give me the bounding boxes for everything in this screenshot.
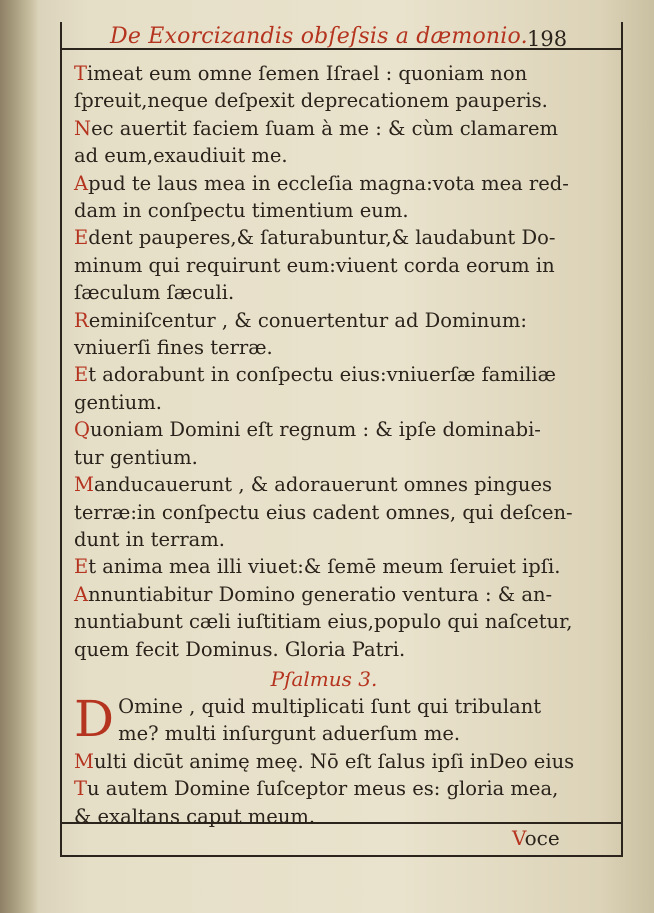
verse [74, 361, 574, 416]
verse-line: anducauerunt , & adorauerunt omnes pingues [93, 473, 553, 497]
folio-number: 198 [527, 27, 568, 51]
verse-line: ad eum,exaudiuit me. [74, 144, 288, 168]
verse-initial: D [74, 689, 115, 748]
verse [74, 581, 574, 663]
verse [74, 224, 574, 306]
verse-initial: T [74, 777, 88, 801]
verse [74, 170, 574, 225]
verse-initial: E [74, 226, 89, 250]
verse [74, 60, 574, 115]
verse-line: imeat eum omne ſemen Iſrael : quoniam non [87, 62, 528, 85]
verse-line: t adorabunt in conſpectu eius:vniuerſæ familiæ [88, 363, 556, 387]
verse-initial: M [74, 749, 94, 773]
verse-line: u autem Domine ſuſceptor meus es: gloria mea, [87, 777, 559, 801]
verse [74, 689, 574, 748]
catchword [512, 826, 560, 850]
catchword-initial: V [512, 826, 525, 850]
catchword-rest: oce [524, 826, 560, 850]
verse-line: tur gentium. [74, 445, 198, 469]
verse-line: dunt in terram. [74, 527, 225, 551]
verse-initial: N [74, 116, 92, 140]
verse-initial: R [74, 308, 89, 332]
verse-initial: Q [74, 418, 90, 442]
verse-line: ſæculum ſæculi. [74, 281, 235, 305]
page-gutter [0, 0, 38, 913]
verse-line: minum qui requirunt eum:viuent corda eorum in [74, 253, 555, 277]
verse-line: ſpreuit,neque deſpexit deprecationem pauperis. [74, 89, 548, 113]
verse-line: nnuntiabitur Domino generatio ventura : & an- [88, 582, 553, 606]
verse-line: Omine , quid multiplicati ſunt qui tribulant [118, 694, 542, 718]
running-head: De Exorcizandis obſeſsis a dæmonio. [110, 24, 528, 49]
verse [74, 416, 574, 471]
verse-line: terræ:in conſpectu eius cadent omnes, qui deſcen- [74, 500, 573, 524]
verse-line: eminiſcentur , & conuertentur ad Dominum: [88, 308, 527, 332]
text-block [74, 60, 574, 830]
verse-line: uoniam Domini eſt regnum : & ipſe dominabi- [90, 418, 541, 442]
footer-rule [60, 855, 622, 857]
verse-line: t anima mea illi viuet:& ſemē meum ſeruiet ipſi. [88, 555, 561, 579]
psalm-2-verses [74, 60, 574, 663]
verse-initial: M [74, 473, 94, 497]
verse-line: ulti dicūt animę meę. Nō eſt ſalus ipſi inDeo eius [93, 749, 575, 773]
verse-line: nuntiabunt cæli iuſtitiam eius,populo qui naſcetur, [74, 610, 573, 634]
verse-line: me? multi inſurgunt aduerſum me. [118, 722, 461, 746]
psalm-3-verses [74, 689, 575, 830]
verse [74, 748, 574, 775]
verse-line: dam in conſpectu timentium eum. [74, 199, 409, 223]
verse-line: ec auertit faciem ſuam à me : & cùm clamarem [91, 116, 558, 140]
verse-initial: E [74, 363, 89, 387]
verse-line: dent pauperes,& ſaturabuntur,& laudabunt Do- [88, 226, 556, 250]
verse-line: gentium. [74, 390, 162, 414]
verse-initial: E [74, 555, 89, 579]
verse [74, 471, 574, 553]
verse-line: quem fecit Dominus. Gloria Patri. [74, 637, 406, 661]
left-frame-rule [60, 22, 62, 857]
verse-initial: T [74, 62, 88, 85]
verse [74, 775, 574, 830]
verse [74, 307, 574, 362]
verse [74, 553, 574, 580]
verse-line: vniuerſi fines terræ. [74, 336, 273, 360]
verse-line: & exaltans caput meum. [74, 804, 316, 828]
verse [74, 115, 574, 170]
psalm-title: Pſalmus 3. [270, 666, 378, 691]
verse-initial: A [74, 582, 89, 606]
right-frame-rule [621, 22, 623, 857]
verse-line: pud te laus mea in eccleſia magna:vota mea red- [88, 171, 569, 195]
verse-initial: A [74, 171, 89, 195]
